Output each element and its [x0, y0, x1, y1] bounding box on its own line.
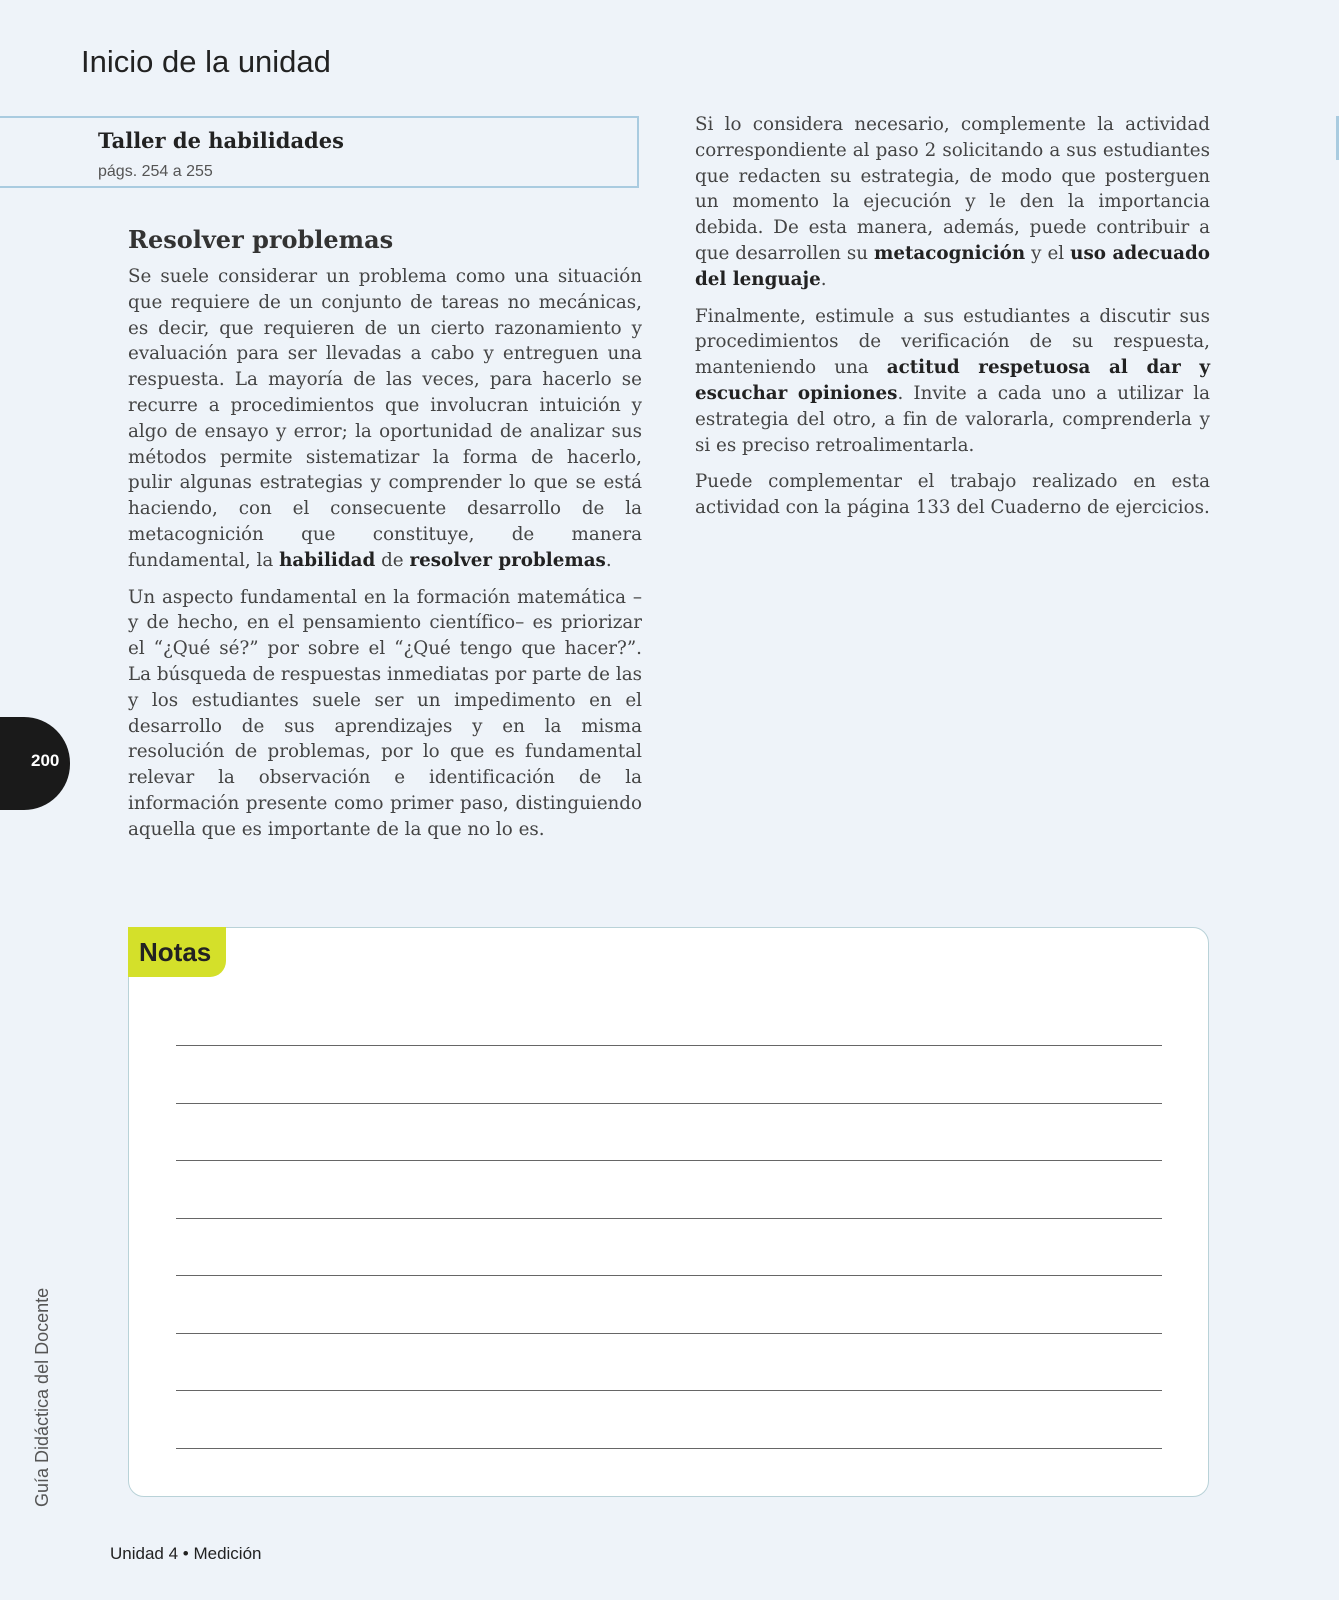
taller-title: Taller de habilidades [98, 128, 344, 153]
notes-line [176, 1218, 1162, 1219]
side-label: Guía Didáctica del Docente [32, 1287, 52, 1507]
page-number-tab [0, 717, 70, 810]
left-paragraph-1: Se suele considerar un problema como una situación que requiere de un conjunto de tareas no mecánicas, es decir, que requieren de un cierto razonamiento y evaluación para ser llevadas a cabo y entreguen una respuesta. La mayoría de las veces, para hacerlo se recurre a procedimientos que involucran intuición y algo de ensayo y error; la oportunidad de analizar sus métodos permite sistematizar la forma de hacerlo, pulir algunas estrategias y comprender lo que se está haciendo, con el consecuente desarrollo de la metacognición que constituye, de manera fundamental, la habilidad de resolver problemas. [128, 266, 642, 571]
left-column [128, 225, 642, 854]
notes-tab [128, 927, 226, 977]
page-number: 200 [31, 751, 60, 770]
footer-label: Unidad 4 • Medición [110, 1544, 262, 1563]
notes-line [176, 1103, 1162, 1104]
notes-line [176, 1275, 1162, 1276]
section-title: Resolver problemas [128, 225, 394, 254]
notes-line [176, 1333, 1162, 1334]
notes-line [176, 1045, 1162, 1046]
right-paragraph-3: Puede complementar el trabajo realizado en esta actividad con la página 133 del Cuaderno de ejercicios. [695, 471, 1210, 519]
notes-line [176, 1448, 1162, 1449]
taller-box [0, 116, 639, 188]
notes-label: Notas [139, 937, 212, 967]
right-column [695, 112, 1210, 532]
taller-pages: págs. 254 a 255 [98, 163, 213, 180]
right-paragraph-1: Si lo considera necesario, complemente la actividad correspondiente al paso 2 solicitando a sus estudiantes que redacten su estrategia, de modo que posterguen un momento la ejecución y le den la importancia debida. De esta manera, además, puede contribuir a que desarrollen su metacognición y el uso adecuado del lenguaje. [695, 114, 1210, 290]
notes-box [128, 927, 1209, 1497]
notes-line [176, 1390, 1162, 1391]
left-paragraph-2: Un aspecto fundamental en la formación matemática –y de hecho, en el pensamiento científico– es priorizar el “¿Qué sé?” por sobre el “¿Qué tengo que hacer?”. La búsqueda de respuestas inmediatas por parte de las y los estudiantes suele ser un impedimento en el desarrollo de sus aprendizajes y en la misma resolución de problemas, por lo que es fundamental relevar la observación e identificación de la información presente como primer paso, distinguiendo aquella que es importante de la que no lo es. [128, 586, 642, 840]
page-header-title: Inicio de la unidad [81, 44, 331, 79]
right-paragraph-2: Finalmente, estimule a sus estudiantes a discutir sus procedimientos de verificación de su respuesta, manteniendo una actitud respetuosa al dar y escuchar opiniones. Invite a cada uno a utilizar la estrategia del otro, a fin de valorarla, comprenderla y si es preciso retroalimentarla. [695, 305, 1210, 456]
notes-line [176, 1160, 1162, 1161]
